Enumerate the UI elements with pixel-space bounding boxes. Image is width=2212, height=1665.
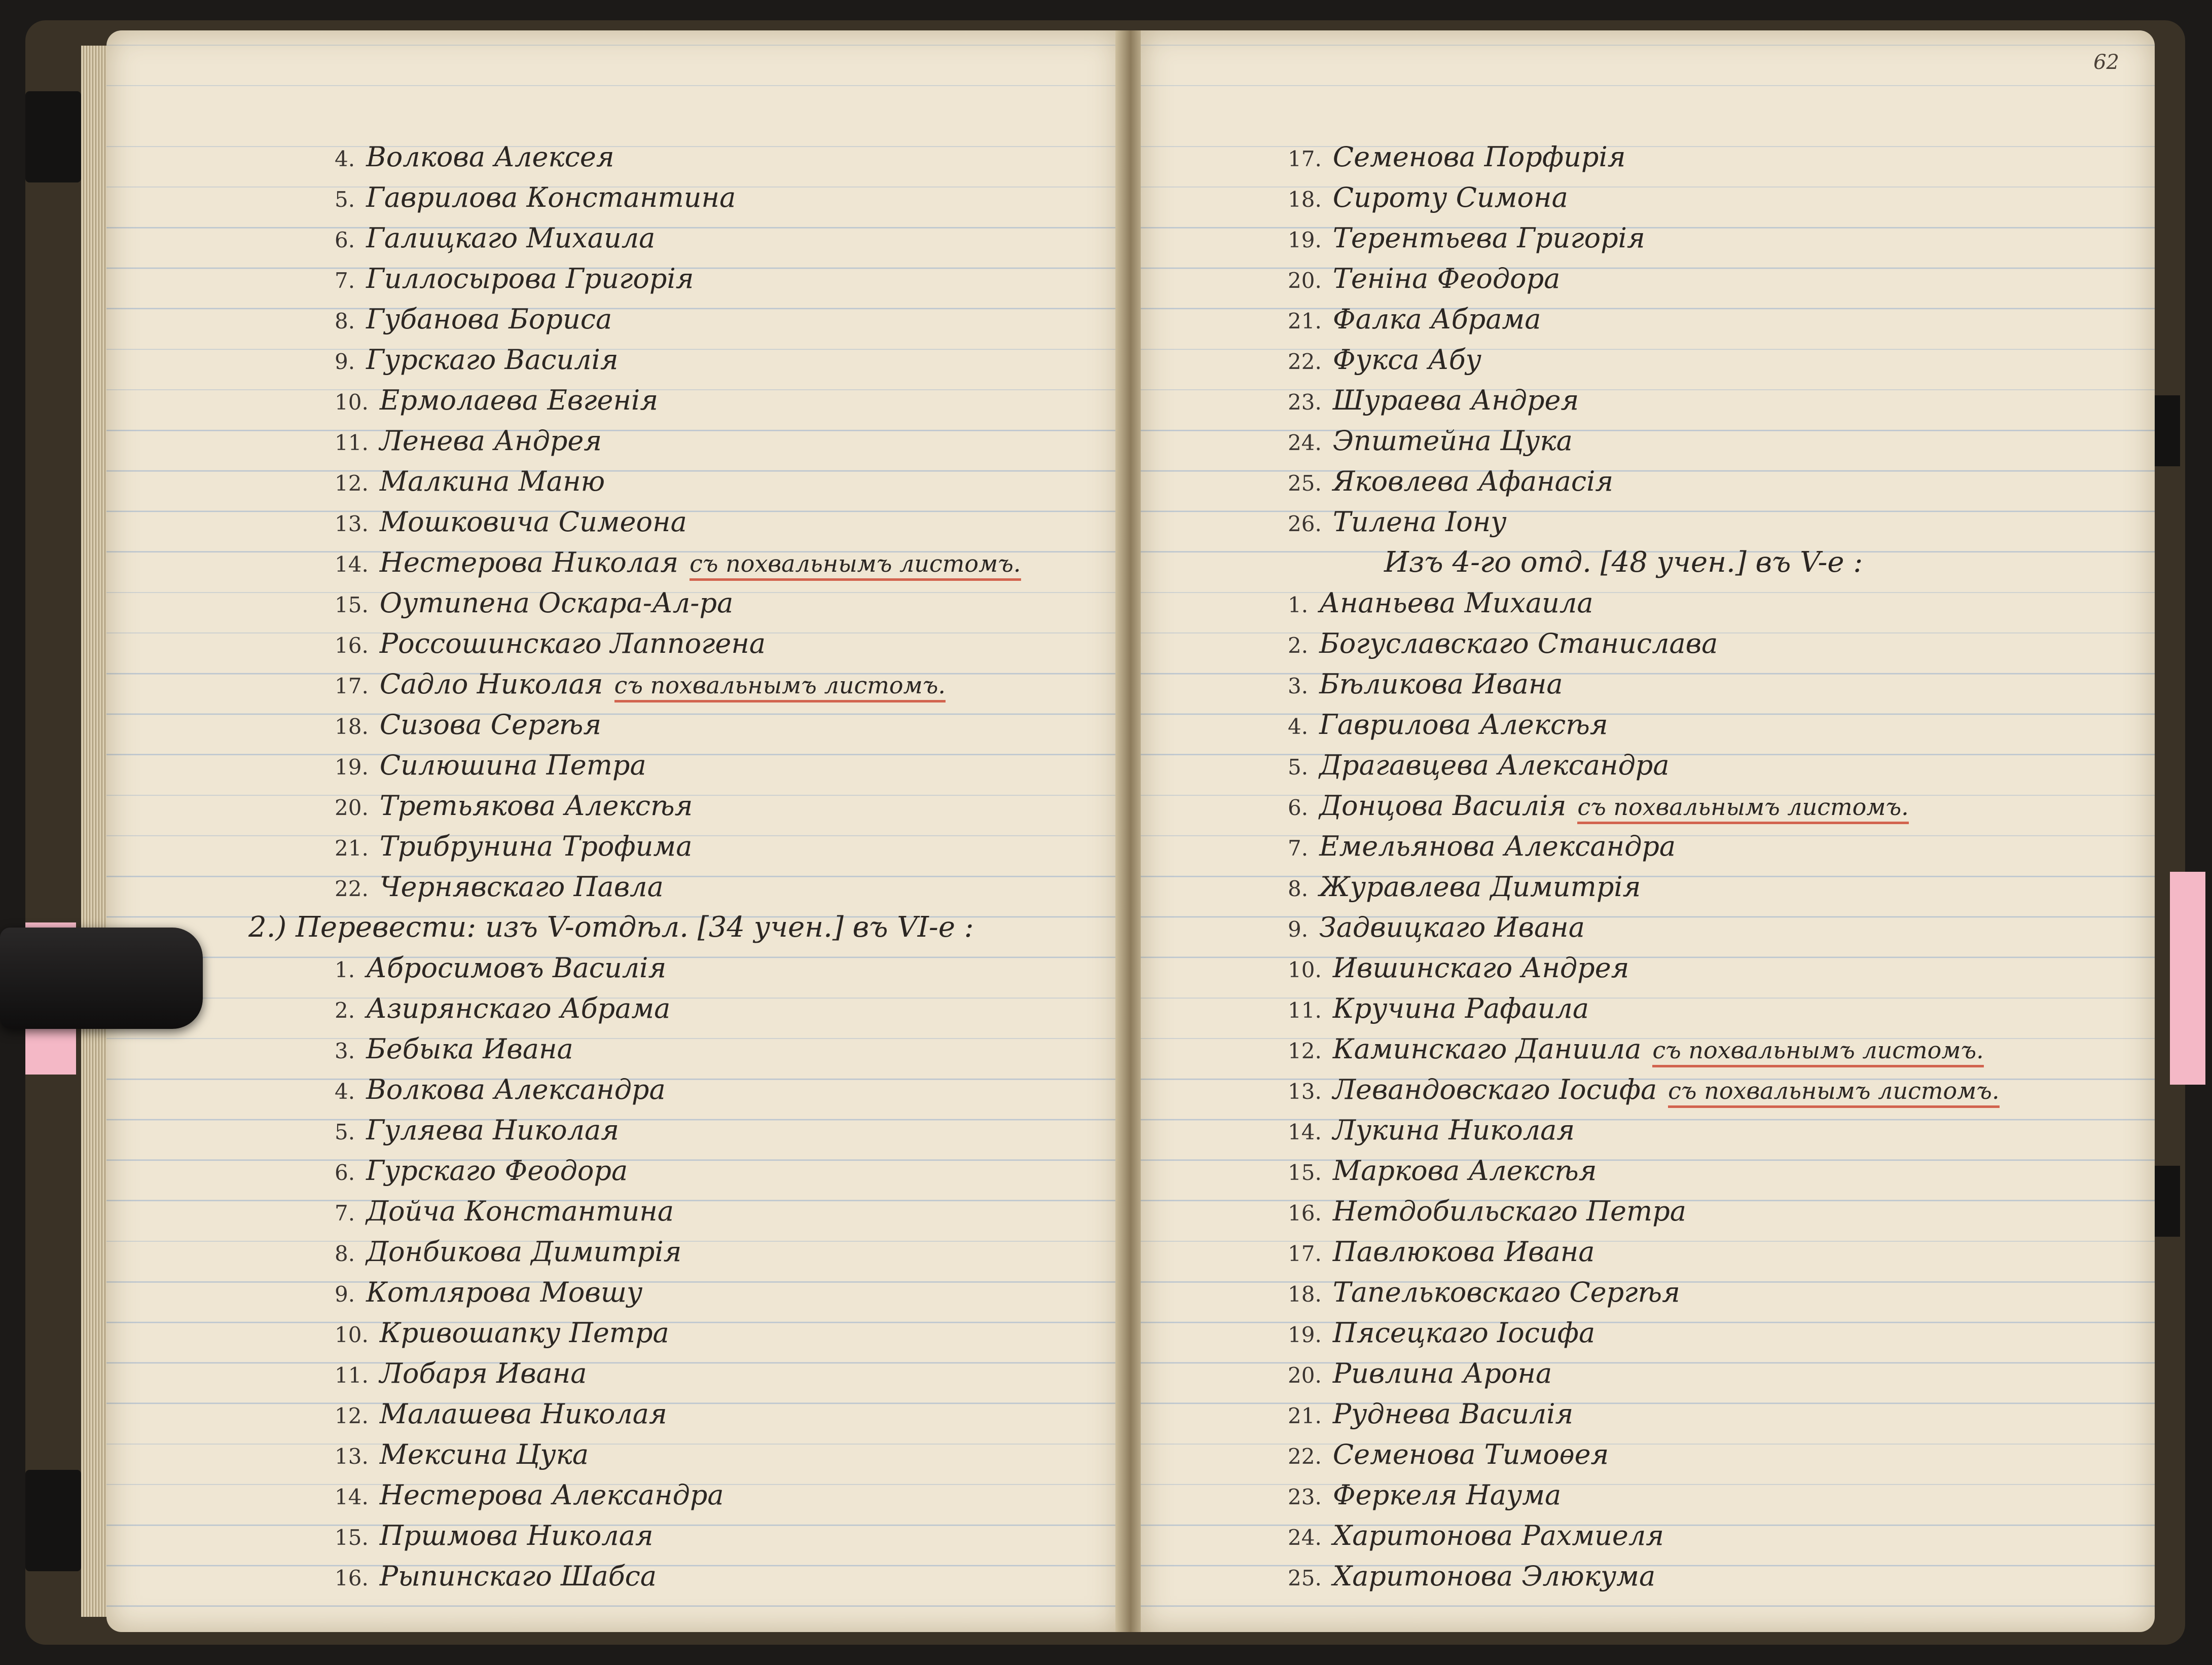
entry-name: Ленева Андрея — [379, 425, 602, 457]
list-entry — [335, 545, 1021, 580]
entry-name: Губанова Бориса — [366, 303, 612, 335]
entry-number: 2. — [1288, 633, 1309, 658]
entry-number: 24. — [1288, 1525, 1322, 1550]
list-entry — [1288, 950, 1629, 986]
entry-name: Чернявскаго Павла — [379, 871, 664, 903]
entry-number: 15. — [335, 593, 369, 617]
entry-number: 7. — [335, 1201, 355, 1226]
entry-number: 4. — [335, 146, 355, 171]
entry-number: 18. — [335, 714, 369, 739]
entry-name: Дойча Константина — [366, 1195, 674, 1227]
entry-number: 20. — [335, 795, 369, 820]
entry-number: 11. — [335, 430, 369, 455]
entry-name: Харитонова Рахмиеля — [1332, 1520, 1664, 1551]
list-entry — [1288, 180, 1568, 215]
entry-name: Маркова Алексѣя — [1332, 1155, 1597, 1187]
entry-name: Волкова Алексея — [366, 141, 614, 173]
list-entry — [1288, 383, 1579, 418]
list-entry — [335, 707, 601, 743]
entry-name: Волкова Александра — [366, 1074, 666, 1105]
entry-number: 6. — [335, 1160, 355, 1185]
entry-name: Гаврилова Константина — [366, 181, 736, 213]
entry-name: Драгавцева Александра — [1319, 749, 1670, 781]
entry-number: 19. — [1288, 228, 1322, 252]
entry-number: 5. — [1288, 755, 1309, 780]
list-entry — [335, 180, 736, 215]
list-entry — [1288, 1518, 1664, 1553]
entry-name: Левандовскаго Іосифа — [1332, 1074, 1657, 1105]
binder-clip — [0, 928, 203, 1029]
list-entry — [1288, 869, 1641, 905]
entry-number: 2. — [335, 998, 355, 1023]
entry-number: 14. — [335, 552, 369, 577]
entry-number: 9. — [335, 1282, 355, 1307]
list-entry — [335, 1559, 657, 1594]
entry-number: 10. — [335, 1322, 369, 1347]
entry-name: Силюшина Петра — [379, 749, 646, 781]
entry-name: Богуславскаго Станислава — [1319, 627, 1718, 659]
list-entry — [335, 423, 602, 459]
entry-number: 17. — [1288, 1241, 1322, 1266]
list-entry — [1288, 667, 1563, 702]
entry-name: Садло Николая — [379, 668, 603, 700]
pink-bookmark-tab[interactable] — [2170, 872, 2205, 1085]
entry-name: Гуляева Николая — [366, 1114, 619, 1146]
list-entry — [1288, 261, 1560, 297]
commendation-note: съ похвальнымъ листомъ. — [690, 550, 1021, 581]
entry-name: Рыпинскаго Шабса — [379, 1560, 657, 1592]
entry-name: Мошковича Симеона — [379, 506, 687, 538]
list-entry — [1288, 423, 1573, 459]
entry-number: 18. — [1288, 1282, 1322, 1307]
entry-number: 5. — [335, 1120, 355, 1144]
list-entry — [335, 220, 655, 256]
commendation-note: съ похвальнымъ листомъ. — [1652, 1037, 1983, 1067]
entry-number: 17. — [1288, 146, 1322, 171]
entry-number: 1. — [335, 957, 355, 982]
commendation-note: съ похвальнымъ листомъ. — [614, 672, 946, 702]
entry-name: Павлюкова Ивана — [1332, 1236, 1595, 1268]
list-entry — [1288, 1113, 1575, 1148]
entry-number: 12. — [1288, 1039, 1322, 1063]
list-entry — [1288, 626, 1718, 661]
entry-name: Ананьева Михаила — [1319, 587, 1593, 619]
entry-name: Шураева Андрея — [1332, 384, 1579, 416]
list-entry — [335, 950, 666, 986]
entry-number: 13. — [335, 1444, 369, 1469]
commendation-note: съ похвальнымъ листомъ. — [1577, 793, 1908, 824]
entry-number: 17. — [335, 674, 369, 698]
entry-number: 15. — [335, 1525, 369, 1550]
list-entry — [335, 1031, 573, 1067]
entry-name: Гурскаго Феодора — [366, 1155, 628, 1187]
section-heading: Изъ 4-го отд. [48 учен.] въ V-е : — [1384, 546, 1863, 579]
entry-name: Нетдобильскаго Петра — [1332, 1195, 1686, 1227]
entry-number: 6. — [1288, 795, 1309, 820]
list-entry — [335, 1275, 642, 1310]
entry-name: Лобаря Ивана — [379, 1357, 587, 1389]
entry-number: 12. — [335, 471, 369, 496]
entry-name: Малашева Николая — [379, 1398, 667, 1430]
entry-number: 4. — [335, 1079, 355, 1104]
entry-name: Сизова Сергѣя — [379, 709, 602, 741]
entry-name: Нестерова Александра — [379, 1479, 724, 1511]
entry-number: 13. — [1288, 1079, 1322, 1104]
entry-name: Лукина Николая — [1332, 1114, 1575, 1146]
entry-name: Гиллосырова Григорія — [366, 263, 694, 294]
list-entry — [1288, 991, 1589, 1026]
entry-name: Бебыка Ивана — [366, 1033, 573, 1065]
entry-number: 11. — [335, 1363, 369, 1388]
entry-number: 16. — [335, 1566, 369, 1590]
list-entry — [1288, 1153, 1597, 1189]
list-entry — [335, 1356, 587, 1391]
entry-name: Мексина Цука — [379, 1438, 589, 1470]
entry-number: 19. — [1288, 1322, 1322, 1347]
entry-number: 26. — [1288, 511, 1322, 536]
list-entry — [335, 1234, 681, 1270]
left-page — [106, 30, 1120, 1632]
entry-number: 22. — [335, 876, 369, 901]
list-entry — [1288, 1396, 1573, 1432]
entry-name: Трибрунина Трофима — [379, 830, 693, 862]
entry-number: 21. — [335, 836, 369, 861]
entry-number: 25. — [1288, 471, 1322, 496]
entry-name: Котлярова Мовшу — [366, 1276, 643, 1308]
list-entry — [335, 1437, 589, 1472]
entry-number: 8. — [335, 309, 355, 334]
list-entry — [335, 585, 733, 621]
list-entry — [1288, 1031, 1984, 1067]
entry-number: 22. — [1288, 349, 1322, 374]
entry-name: Ривлина Арона — [1332, 1357, 1552, 1389]
entry-name: Гурскаго Василія — [366, 344, 619, 376]
entry-number: 14. — [335, 1485, 369, 1509]
list-entry — [1288, 1315, 1595, 1351]
entry-number: 21. — [1288, 309, 1322, 334]
list-entry — [1288, 302, 1541, 337]
entry-name: Тапельковскаго Сергѣя — [1332, 1276, 1680, 1308]
entry-number: 8. — [1288, 876, 1309, 901]
entry-name: Пясецкаго Іосифа — [1332, 1317, 1595, 1349]
list-entry — [335, 626, 766, 661]
list-entry — [1288, 1356, 1552, 1391]
list-entry — [335, 1518, 654, 1553]
entry-name: Донцова Василія — [1319, 790, 1567, 822]
entry-name: Кручина Рафаила — [1332, 992, 1589, 1024]
entry-name: Харитонова Элюкума — [1332, 1560, 1656, 1592]
list-entry — [335, 829, 692, 864]
commendation-note: съ похвальнымъ листомъ. — [1668, 1077, 1999, 1108]
right-page-entries — [1141, 30, 2155, 1632]
list-entry — [1288, 504, 1507, 540]
entry-name: Гаврилова Алексѣя — [1319, 709, 1608, 741]
entry-number: 12. — [335, 1403, 369, 1428]
list-entry — [335, 1113, 619, 1148]
list-entry — [335, 748, 646, 783]
entry-number: 23. — [1288, 390, 1322, 415]
list-entry — [335, 1072, 666, 1107]
list-entry — [1288, 1275, 1680, 1310]
list-entry — [335, 139, 614, 175]
entry-number: 5. — [335, 187, 355, 212]
list-entry — [335, 1396, 667, 1432]
entry-name: Бѣликова Ивана — [1319, 668, 1563, 700]
entry-number: 13. — [335, 511, 369, 536]
entry-number: 11. — [1288, 998, 1322, 1023]
list-entry — [335, 1477, 724, 1513]
list-entry — [1288, 139, 1625, 175]
entry-name: Эпштейна Цука — [1332, 425, 1573, 457]
list-entry — [1288, 585, 1593, 621]
entry-number: 9. — [335, 349, 355, 374]
entry-name: Ермолаева Евгенія — [379, 384, 659, 416]
pages-container — [25, 20, 2185, 1645]
entry-name: Оутипена Оскара-Ал-ра — [379, 587, 734, 619]
list-entry — [335, 261, 694, 297]
entry-number: 10. — [1288, 957, 1322, 982]
list-entry — [1288, 342, 1481, 378]
entry-name: Феркеля Наума — [1332, 1479, 1562, 1511]
entry-name: Нестерова Николая — [379, 546, 679, 578]
list-entry — [1288, 910, 1585, 945]
list-entry — [335, 869, 664, 905]
left-page-entries — [106, 30, 1120, 1632]
entry-number: 7. — [335, 268, 355, 293]
entry-name: Сироту Симона — [1332, 181, 1568, 213]
entry-name: Терентьева Григорія — [1332, 222, 1645, 254]
entry-name: Кривошапку Петра — [379, 1317, 669, 1349]
entry-number: 6. — [335, 228, 355, 252]
list-entry — [1288, 1437, 1609, 1472]
list-entry — [335, 302, 612, 337]
list-entry — [335, 504, 687, 540]
list-entry — [1288, 220, 1645, 256]
list-entry — [335, 991, 670, 1026]
list-entry — [1288, 707, 1608, 743]
entry-name: Руднева Василія — [1332, 1398, 1574, 1430]
list-entry — [335, 1194, 674, 1229]
entry-name: Каминскаго Даниила — [1332, 1033, 1642, 1065]
entry-number: 20. — [1288, 268, 1322, 293]
entry-name: Задвицкаго Ивана — [1319, 911, 1585, 943]
entry-number: 21. — [1288, 1403, 1322, 1428]
entry-number: 7. — [1288, 836, 1309, 861]
entry-name: Абросимовъ Василія — [366, 952, 667, 984]
list-entry — [335, 342, 619, 378]
entry-name: Семенова Тимоѳея — [1332, 1438, 1609, 1470]
entry-name: Емельянова Александра — [1319, 830, 1676, 862]
list-entry — [1288, 1072, 2000, 1107]
entry-number: 9. — [1288, 917, 1309, 942]
entry-name: Семенова Порфирія — [1332, 141, 1626, 173]
list-entry — [1288, 829, 1676, 864]
entry-name: Яковлева Афанасія — [1332, 465, 1614, 497]
section-heading: 2.) Перевести: изъ V-отдѣл. [34 учен.] въ VI-е : — [248, 911, 974, 944]
entry-number: 1. — [1288, 593, 1309, 617]
entry-number: 10. — [335, 390, 369, 415]
entry-name: Фукса Абу — [1332, 344, 1481, 376]
entry-name: Россошинскаго Лаппогена — [379, 627, 766, 659]
entry-number: 4. — [1288, 714, 1309, 739]
entry-number: 19. — [335, 755, 369, 780]
list-entry — [335, 383, 658, 418]
entry-number: 14. — [1288, 1120, 1322, 1144]
list-entry — [1288, 464, 1613, 499]
entry-name: Малкина Маню — [379, 465, 605, 497]
entry-name: Тилена Іону — [1332, 506, 1507, 538]
page-number: 62 — [2093, 51, 2119, 74]
entry-name: Азирянскаго Абрама — [366, 992, 671, 1024]
entry-name: Галицкаго Михаила — [366, 222, 656, 254]
entry-name: Журавлева Димитрія — [1319, 871, 1641, 903]
entry-name: Фалка Абрама — [1332, 303, 1541, 335]
list-entry — [335, 464, 605, 499]
entry-number: 3. — [335, 1039, 355, 1063]
entry-number: 3. — [1288, 674, 1309, 698]
right-page — [1141, 30, 2155, 1632]
entry-number: 16. — [335, 633, 369, 658]
entry-number: 20. — [1288, 1363, 1322, 1388]
list-entry — [1288, 1477, 1561, 1513]
entry-name: Донбикова Димитрія — [366, 1236, 682, 1268]
entry-number: 18. — [1288, 187, 1322, 212]
entry-name: Третьякова Алексѣя — [379, 790, 693, 822]
entry-name: Теніна Феодора — [1332, 263, 1561, 294]
list-entry — [1288, 1559, 1655, 1594]
list-entry — [335, 788, 693, 824]
list-entry — [1288, 788, 1909, 824]
list-entry — [335, 667, 946, 702]
entry-number: 22. — [1288, 1444, 1322, 1469]
entry-number: 23. — [1288, 1485, 1322, 1509]
entry-number: 15. — [1288, 1160, 1322, 1185]
entry-name: Пршмова Николая — [379, 1520, 654, 1551]
entry-number: 16. — [1288, 1201, 1322, 1226]
entry-number: 8. — [335, 1241, 355, 1266]
list-entry — [335, 1153, 628, 1189]
list-entry — [1288, 748, 1670, 783]
list-entry — [1288, 1194, 1686, 1229]
list-entry — [335, 1315, 669, 1351]
list-entry — [1288, 1234, 1594, 1270]
entry-name: Ившинскаго Андрея — [1332, 952, 1629, 984]
entry-number: 25. — [1288, 1566, 1322, 1590]
entry-number: 24. — [1288, 430, 1322, 455]
